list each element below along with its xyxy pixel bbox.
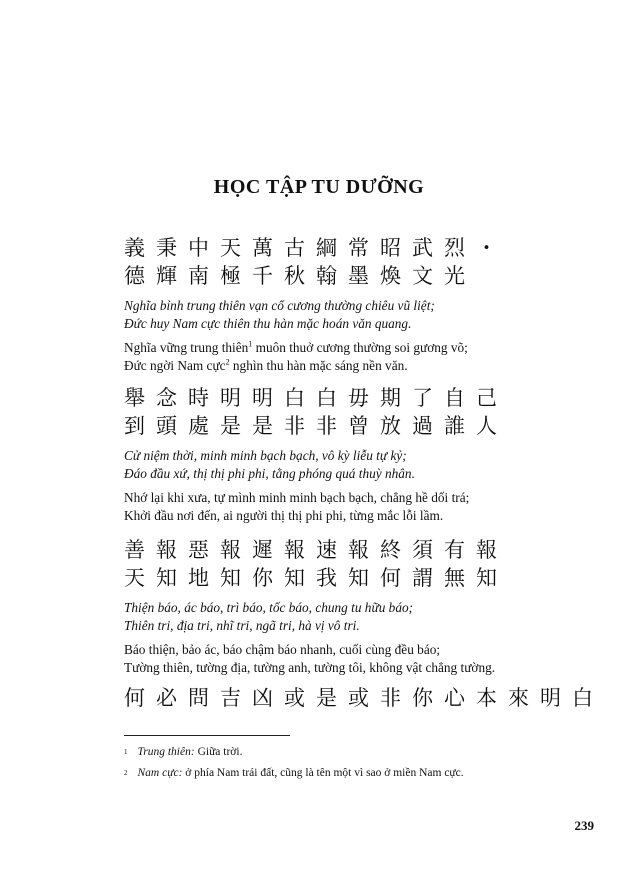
stanza-1: [124, 234, 604, 374]
translation-line: Nhớ lại khi xưa, tự mình minh minh bạch bạch, chẳng hề dối trá;: [124, 490, 470, 505]
han-line: 到頭處是是非非曾放過誰人: [124, 414, 508, 438]
phonetic-line: Cử niệm thời, minh minh bạch bạch, vô kỳ liễu tự kỷ;: [124, 448, 407, 463]
footnote-divider: [124, 735, 290, 736]
footnote-ref: 2: [225, 357, 230, 367]
translation-line: Báo thiện, bảo ác, báo chậm báo nhanh, cuối cùng đều báo;: [124, 642, 441, 657]
han-line: 舉念時明明白白毋期了自己: [124, 386, 508, 410]
page-number: 239: [574, 818, 594, 833]
translation-line: Đức ngời Nam cực$^2$ nghìn thu hàn mặc sáng nền văn.: [124, 357, 408, 373]
phonetic-line: Thiện báo, ác báo, trì báo, tốc báo, chung tu hữu báo;: [124, 600, 414, 615]
stanza-2: [124, 384, 604, 524]
han-line: 義秉中天萬古綱常昭武烈・: [124, 236, 508, 260]
translation-line: Khởi đầu nơi đến, ai người thị thị phi phi, từng mắc lỗi lầm.: [124, 507, 444, 523]
page-title: HỌC TẬP TU DƯỠNG: [213, 176, 425, 198]
footnote-2: $^2$ Nam cực: ở phía Nam trái đất, cũng là tên một vì sao ở miền Nam cực.: [124, 767, 464, 779]
footnote-1: $^1$ Trung thiên: Giữa trời.: [124, 746, 243, 758]
han-line: 德輝南極千秋翰墨煥文光: [124, 264, 476, 288]
stanza-3: [124, 536, 604, 676]
phonetic-line: Đáo đầu xứ, thị thị phi phi, tằng phóng quá thuỳ nhân.: [124, 465, 415, 481]
phonetic-line: Nghĩa bỉnh trung thiên vạn cổ cương thường chiêu vũ liệt;: [124, 298, 435, 313]
footnote-ref: 1: [248, 339, 253, 349]
phonetic-line: Thiên tri, địa tri, nhĩ tri, ngã tri, hà vị vô tri.: [124, 617, 360, 633]
closing-han-line: 何必問吉凶或是或非你心本來明白: [124, 686, 604, 710]
han-line: 善報惡報遲報速報終須有報: [124, 538, 508, 562]
translation-line: Tường thiên, tường địa, tường anh, tường tôi, không vật chẳng tường.: [124, 659, 496, 675]
translation-line: Nghĩa vững trung thiên$^1$ muôn thuở cương thường soi gương võ;: [124, 339, 468, 355]
han-line: 天知地知你知我知何謂無知: [124, 566, 508, 590]
phonetic-line: Đức huy Nam cực thiên thu hàn mặc hoán văn quang.: [124, 315, 412, 331]
